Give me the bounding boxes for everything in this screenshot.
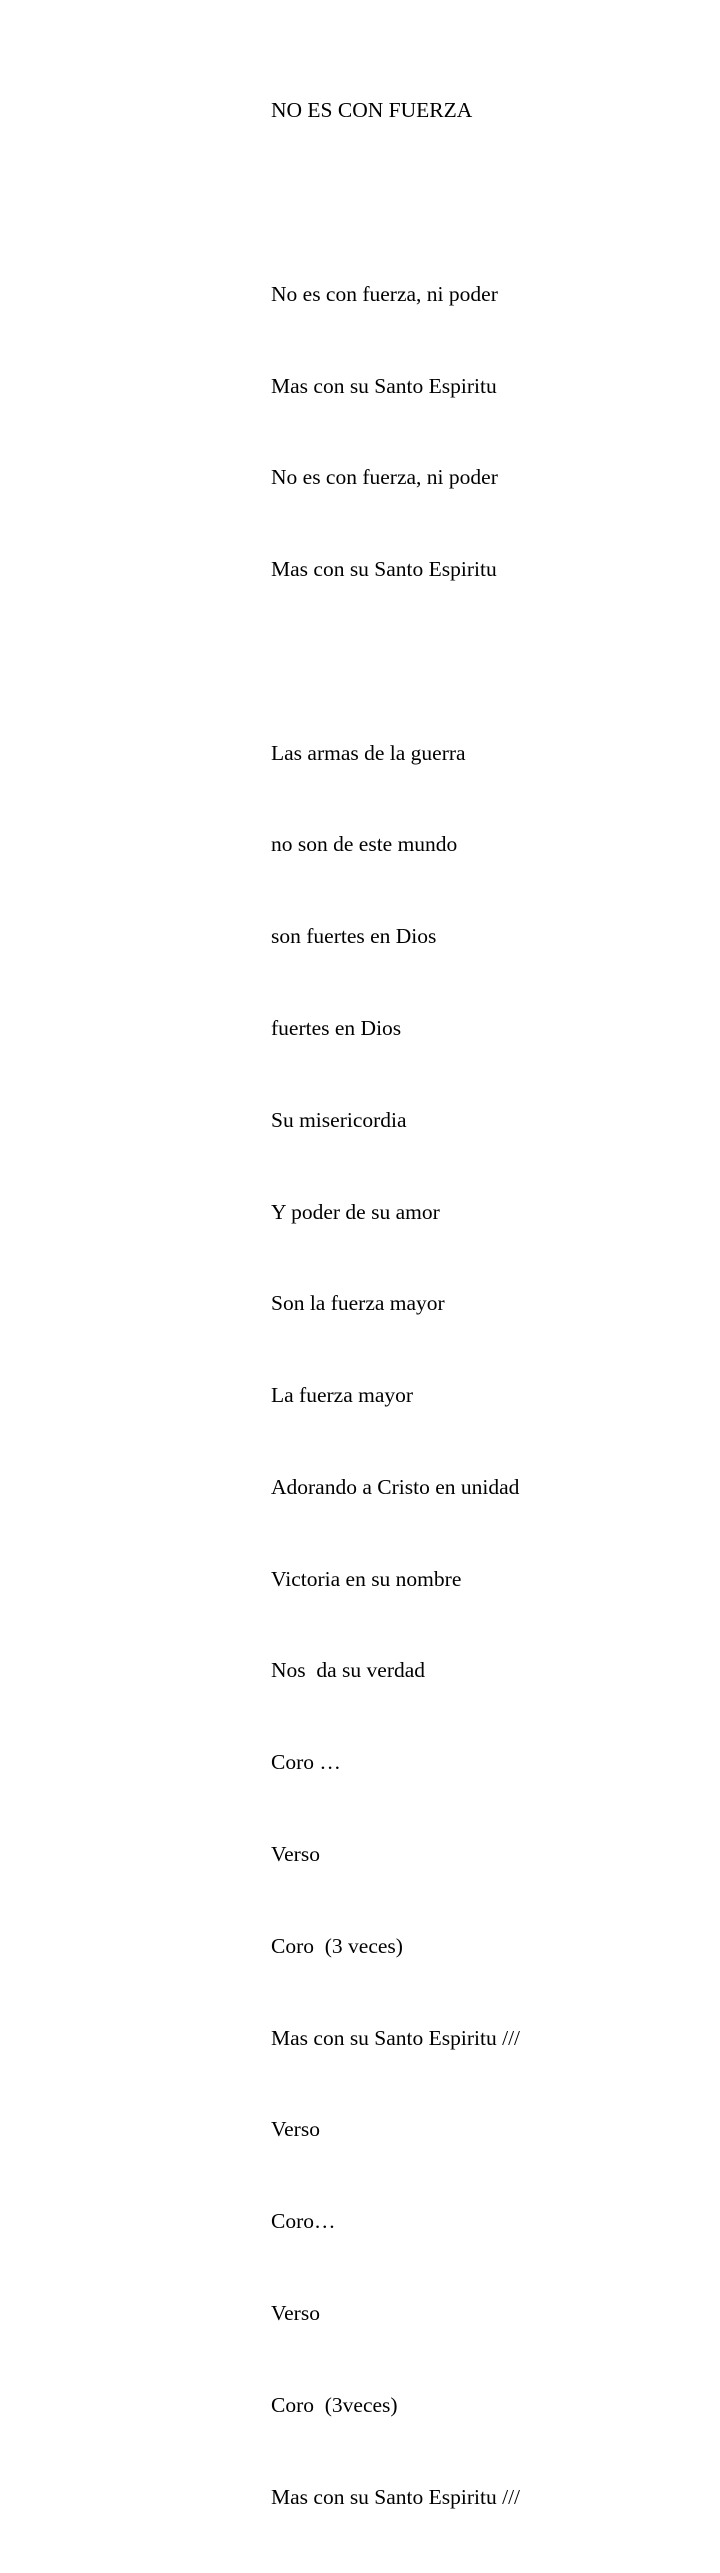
lyric-line: Mas con su Santo Espiritu /// [271, 2025, 521, 2050]
lyric-line: son fuertes en Dios [271, 924, 437, 949]
song-title: NO ES CON FUERZA [271, 98, 473, 123]
lyric-line: Coro … [271, 1750, 341, 1775]
lyric-line: Verso [271, 2117, 320, 2142]
lyric-line: Coro… [271, 2209, 336, 2234]
lyric-line: Verso [271, 1842, 320, 1867]
lyric-line: Son la fuerza mayor [271, 1291, 445, 1316]
lyric-line: Victoria en su nombre [271, 1566, 462, 1591]
lyric-line: Verso [271, 2300, 320, 2325]
lyric-line [271, 646, 520, 677]
lyric-line: Mas con su Santo Espiritu [271, 373, 497, 398]
song-lyrics [271, 34, 520, 2573]
lyric-line: Su misericordia [271, 1107, 407, 1132]
lyric-line: La fuerza mayor [271, 1383, 414, 1408]
lyric-line: No es con fuerza, ni poder [271, 281, 498, 306]
lyric-line: Coro (3 veces) [271, 1933, 403, 1958]
lyric-line: Mas con su Santo Espiritu /// [271, 2484, 521, 2509]
lyric-line: no son de este mundo [271, 832, 458, 857]
lyric-line: Coro (3veces) [271, 2392, 398, 2417]
lyric-line: Y poder de su amor [271, 1199, 440, 1224]
lyric-line: Nos da su verdad [271, 1658, 426, 1683]
lyric-line: No es con fuerza, ni poder [271, 465, 498, 490]
lyric-line: Las armas de la guerra [271, 740, 466, 765]
lyric-line: Mas con su Santo Espiritu [271, 557, 497, 582]
lyric-line [271, 187, 520, 218]
lyric-line: fuertes en Dios [271, 1016, 402, 1040]
lyric-line: Adorando a Cristo en unidad [271, 1474, 520, 1499]
